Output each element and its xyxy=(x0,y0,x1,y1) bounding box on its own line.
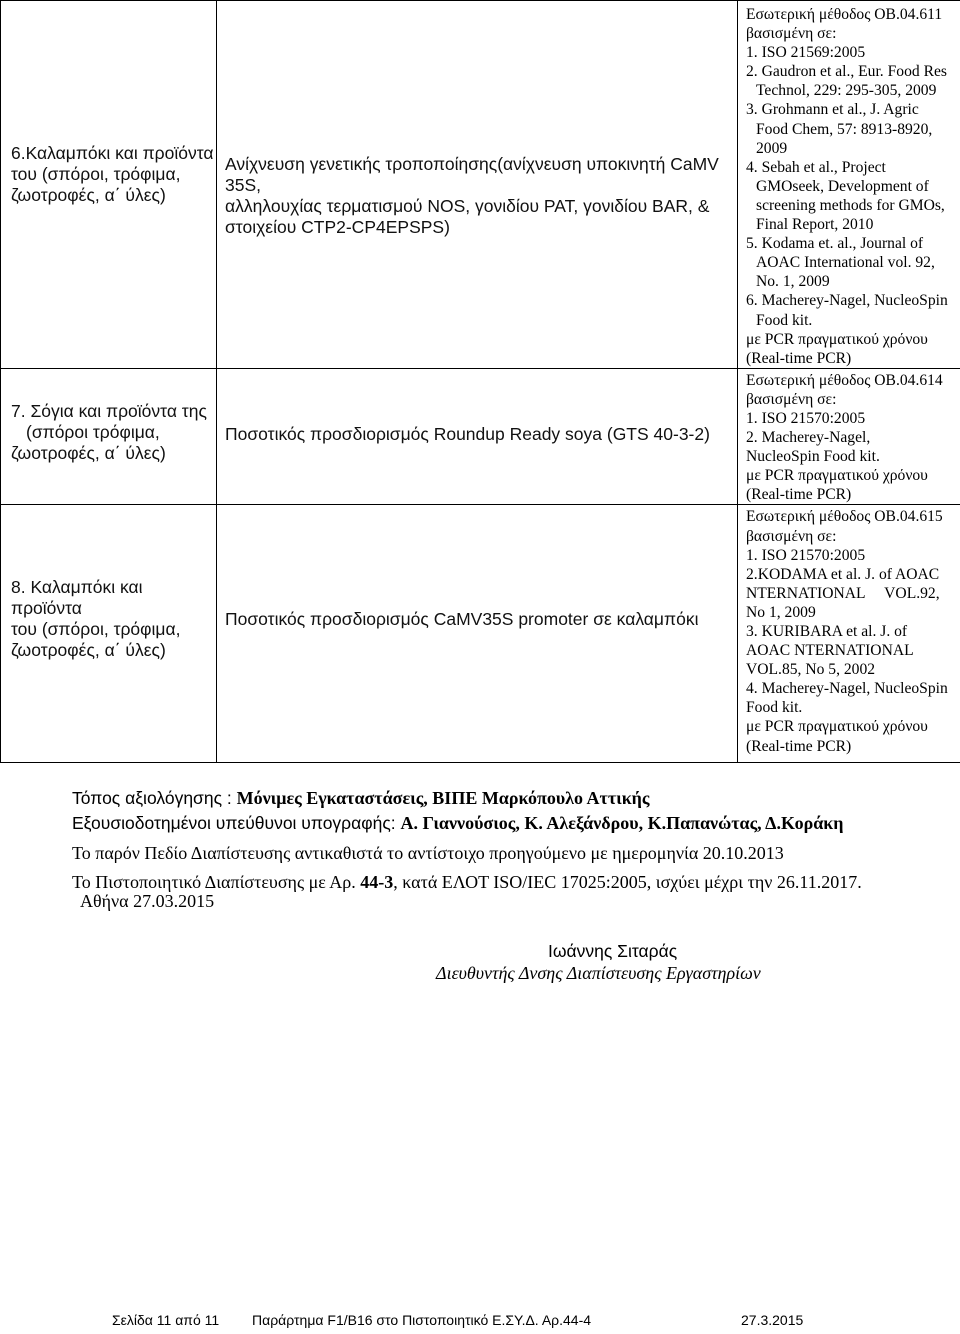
location-line xyxy=(72,787,650,809)
product-line: 8. Καλαμπόκι και προϊόντα xyxy=(11,577,143,619)
method-line: στοιχείου CTP2-CP4EPSPS) xyxy=(225,217,450,237)
method-line: Ανίχνευση γενετικής τροποποίησης(ανίχνευση υποκινητή CaMV 35S, xyxy=(225,154,719,195)
reference-line: Final Report, 2010 xyxy=(756,216,874,234)
product-line: 6.Καλαμπόκι και προϊόντα xyxy=(11,143,214,163)
table-row xyxy=(1,505,960,763)
reference-line: Εσωτερική μέθοδος ΟΒ.04.614 xyxy=(746,371,943,389)
certificate-number: 44-3 xyxy=(360,872,394,892)
reference-line: VOL.85, No 5, 2002 xyxy=(746,661,876,679)
reference-line: με PCR πραγματικού χρόνου xyxy=(746,330,928,348)
reference-line: Food kit. xyxy=(746,699,803,717)
product-cell xyxy=(1,1,217,369)
reference-line: (Real-time PCR) xyxy=(746,486,852,504)
reference-line: AOAC NTERNATIONAL xyxy=(746,642,914,660)
reference-line: 3. KURIBARA et al. J. of xyxy=(746,623,908,640)
signatories-line xyxy=(72,812,844,834)
reference-line: (Real-time PCR) xyxy=(746,737,852,755)
certificate-prefix: Το Πιστοποιητικό Διαπίστευσης με Αρ. xyxy=(72,872,356,892)
reference-line: 1. ISO 21569:2005 xyxy=(746,44,866,62)
reference-line: AOAC International vol. 92, xyxy=(756,254,935,272)
reference-line: 4. Sebah et al., Project xyxy=(746,158,886,176)
reference-line: 2009 xyxy=(756,139,788,157)
reference-line: 6. Macherey-Nagel, NucleoSpin xyxy=(746,292,948,310)
reference-line: No. 1, 2009 xyxy=(756,273,830,291)
reference-line: Εσωτερική μέθοδος ΟΒ.04.611 xyxy=(746,6,943,23)
reference-line: GMOseek, Development of xyxy=(756,177,929,195)
product-line: ζωοτροφές, α΄ ύλες) xyxy=(11,185,166,205)
reference-line: βασισμένη σε: xyxy=(746,25,837,43)
location-label: Τόπος αξιολόγησης : xyxy=(72,788,232,808)
reference-line: 1. ISO 21570:2005 xyxy=(746,409,866,427)
reference-line: 5. Kodama et. al., Journal of xyxy=(746,235,924,253)
replaces-statement: Το παρόν Πεδίο Διαπίστευσης αντικαθιστά το αντίστοιχο προηγούμενο με ημερομηνία 20.10.2013 xyxy=(72,843,784,863)
annex-reference: Παράρτημα F1/B16 στο Πιστοποιητικό Ε.ΣΥ.Δ. Αρ.44-4 xyxy=(252,1312,592,1328)
product-line: ζωοτροφές, α΄ ύλες) xyxy=(11,442,166,463)
product-cell xyxy=(1,505,217,763)
signer-title: Διευθυντής Δνσης Διαπίστευσης Εργαστηρίων xyxy=(436,963,761,983)
location-value: Μόνιμες Εγκαταστάσεις, ΒΙΠΕ Μαρκόπουλο Αττικής xyxy=(236,788,650,808)
reference-line: βασισμένη σε: xyxy=(746,390,837,408)
method-line: Ποσοτικός προσδιορισμός CaMV35S promoter σε καλαμπόκι xyxy=(225,609,699,630)
method-cell xyxy=(217,368,738,505)
reference-line: Food kit. xyxy=(756,311,813,329)
table-row xyxy=(1,368,960,505)
method-line: Ποσοτικός προσδιορισμός Roundup Ready soya (GTS 40-3-2) xyxy=(225,423,710,444)
reference-line: 2.KODAMA et al. J. of AOAC xyxy=(746,565,940,583)
reference-line: NucleoSpin Food kit. xyxy=(746,448,880,466)
method-line: αλληλουχίας τερματισμού NOS, γονιδίου PAT, γονιδίου BAR, & xyxy=(225,196,710,216)
reference-line: με PCR πραγματικού χρόνου xyxy=(746,718,928,736)
reference-line: 1. ISO 21570:2005 xyxy=(746,546,866,564)
issue-date: Αθήνα 27.03.2015 xyxy=(80,891,215,911)
method-cell xyxy=(217,505,738,763)
reference-cell xyxy=(738,505,960,763)
reference-line: βασισμένη σε: xyxy=(746,527,837,545)
reference-line: Food Chem, 57: 8913-8920, xyxy=(756,120,933,138)
reference-line: Technol, 229: 295-305, 2009 xyxy=(756,82,937,100)
product-line: ζωοτροφές, α΄ ύλες) xyxy=(11,640,166,661)
reference-line: NTERNATIONAL VOL.92, xyxy=(746,584,940,602)
reference-line: με PCR πραγματικού χρόνου xyxy=(746,467,928,485)
signatories-value: Α. Γιαννούσιος, Κ. Αλεξάνδρου, Κ.Παπανώτας, Δ.Κοράκη xyxy=(400,813,844,833)
certificate-suffix: , κατά ΕΛΟΤ ISO/IEC 17025:2005, ισχύει μέχρι την 26.11.2017. xyxy=(393,872,862,892)
footer-date: 27.3.2015 xyxy=(741,1312,804,1328)
product-cell xyxy=(1,368,217,505)
reference-cell xyxy=(738,1,960,369)
product-line: του (σπόροι, τρόφιμα, xyxy=(11,164,181,184)
reference-line: No 1, 2009 xyxy=(746,603,816,621)
reference-cell xyxy=(738,368,960,505)
reference-line: screening methods for GMOs, xyxy=(756,196,945,214)
signer-name: Ιωάννης Σιταράς xyxy=(548,941,678,961)
reference-line: (Real-time PCR) xyxy=(746,349,852,367)
product-line: 7. Σόγια και προϊόντα της xyxy=(11,400,207,421)
method-cell xyxy=(217,1,738,369)
reference-line: 2. Macherey-Nagel, xyxy=(746,429,871,447)
reference-line: Εσωτερική μέθοδος ΟΒ.04.615 xyxy=(746,508,943,526)
reference-line: 4. Macherey-Nagel, NucleoSpin xyxy=(746,680,948,698)
product-line: (σπόροι τρόφιμα, xyxy=(26,421,160,442)
page-number: Σελίδα 11 από 11 xyxy=(112,1312,220,1328)
reference-line: 3. Grohmann et al., J. Agric xyxy=(746,101,919,119)
product-line: του (σπόροι, τρόφιμα, xyxy=(11,619,181,640)
signatories-label: Εξουσιοδοτημένοι υπεύθυνοι υπογραφής: xyxy=(72,813,396,833)
table-row xyxy=(1,1,960,369)
reference-line: 2. Gaudron et al., Eur. Food Res xyxy=(746,63,947,81)
